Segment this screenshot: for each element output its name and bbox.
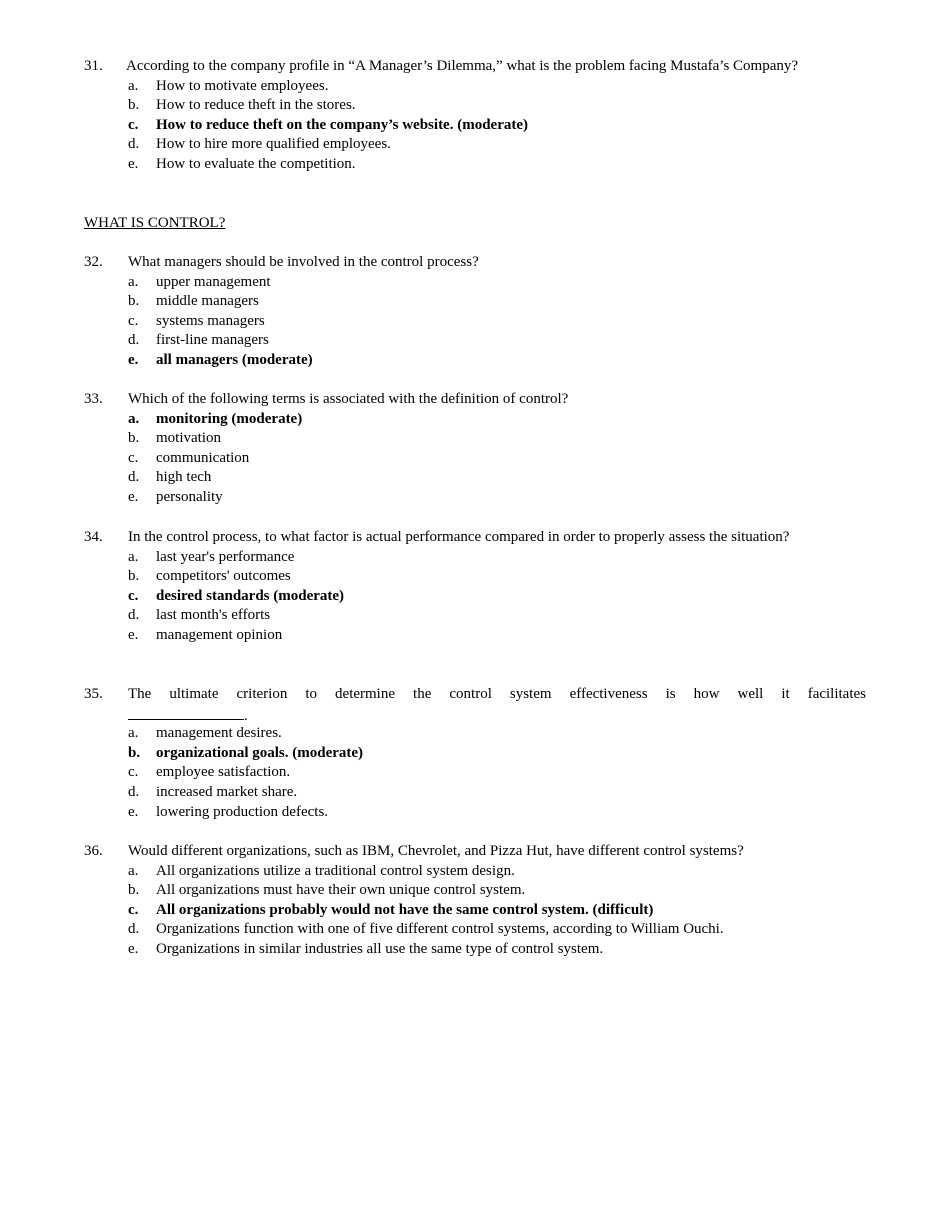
answer-options bbox=[128, 410, 866, 508]
correct-answer-option: a. monitoring (moderate) bbox=[128, 410, 303, 427]
answer-option: b. How to reduce theft in the stores. bbox=[128, 97, 356, 114]
answer-option: e. lowering production defects. bbox=[128, 803, 329, 820]
question-text: Would different organizations, such as IBM, Chevrolet, and Pizza Hut, have different control systems? bbox=[128, 843, 744, 859]
answer-option: d. increased market share. bbox=[128, 783, 298, 800]
question-text: In the control process, to what factor is actual performance compared in order to properly assess the situation? bbox=[128, 529, 790, 545]
correct-answer-option: c. All organizations probably would not have the same control system. (difficult) bbox=[128, 901, 654, 918]
answer-option: d. How to hire more qualified employees. bbox=[128, 136, 391, 153]
question-text: What managers should be involved in the control process? bbox=[128, 254, 479, 270]
answer-option: b. competitors' outcomes bbox=[128, 568, 291, 585]
answer-option: a. management desires. bbox=[128, 725, 282, 742]
answer-option: a. All organizations utilize a traditional control system design. bbox=[128, 862, 515, 879]
question-35 bbox=[84, 685, 866, 822]
question-number: 36. bbox=[84, 843, 103, 859]
answer-option: d. last month's efforts bbox=[128, 607, 271, 624]
answer-option: e. management opinion bbox=[128, 626, 283, 643]
answer-option: b. All organizations must have their own unique control system. bbox=[128, 882, 526, 899]
answer-option: d. Organizations function with one of five different control systems, according to William Ouchi. bbox=[128, 921, 724, 938]
answer-option: a. upper management bbox=[128, 273, 271, 290]
question-34 bbox=[84, 528, 866, 646]
question-number: 31. bbox=[84, 58, 103, 74]
answer-option: d. first-line managers bbox=[128, 332, 269, 349]
question-text: According to the company profile in “A Manager’s Dilemma,” what is the problem facing Mustafa’s Company? bbox=[126, 58, 799, 74]
answer-options bbox=[128, 77, 866, 175]
answer-option: c. communication bbox=[128, 449, 250, 466]
answer-option: e. personality bbox=[128, 488, 223, 505]
answer-option: b. middle managers bbox=[128, 293, 259, 310]
question-31 bbox=[84, 57, 866, 175]
answer-options bbox=[128, 548, 866, 646]
answer-option: c. systems managers bbox=[128, 312, 265, 329]
answer-options bbox=[128, 273, 866, 371]
answer-option: e. Organizations in similar industries all use the same type of control system. bbox=[128, 940, 604, 957]
correct-answer-option: b. organizational goals. (moderate) bbox=[128, 744, 364, 761]
answer-options bbox=[128, 862, 866, 960]
question-text: Which of the following terms is associated with the definition of control? bbox=[128, 391, 569, 407]
question-36 bbox=[84, 842, 866, 960]
question-number: 34. bbox=[84, 529, 103, 545]
question-33 bbox=[84, 390, 866, 508]
section-heading: WHAT IS CONTROL? bbox=[84, 215, 226, 231]
question-32 bbox=[84, 253, 866, 371]
answer-option: a. last year's performance bbox=[128, 548, 295, 565]
answer-blank bbox=[128, 705, 244, 720]
answer-option: b. motivation bbox=[128, 430, 221, 447]
answer-options bbox=[128, 724, 866, 822]
answer-option: a. How to motivate employees. bbox=[128, 77, 329, 94]
question-number: 33. bbox=[84, 391, 103, 407]
correct-answer-option: c. How to reduce theft on the company’s website. (moderate) bbox=[128, 116, 529, 133]
question-text: The ultimate criterion to determine the control system effectiveness is how well it facilitates bbox=[128, 686, 866, 702]
fill-in-blank-line: . bbox=[128, 705, 866, 725]
question-number: 32. bbox=[84, 254, 103, 270]
answer-option: e. How to evaluate the competition. bbox=[128, 155, 356, 172]
answer-option: c. employee satisfaction. bbox=[128, 764, 291, 781]
correct-answer-option: e. all managers (moderate) bbox=[128, 351, 313, 368]
question-number: 35. bbox=[84, 686, 103, 702]
correct-answer-option: c. desired standards (moderate) bbox=[128, 587, 345, 604]
answer-option: d. high tech bbox=[128, 469, 212, 486]
